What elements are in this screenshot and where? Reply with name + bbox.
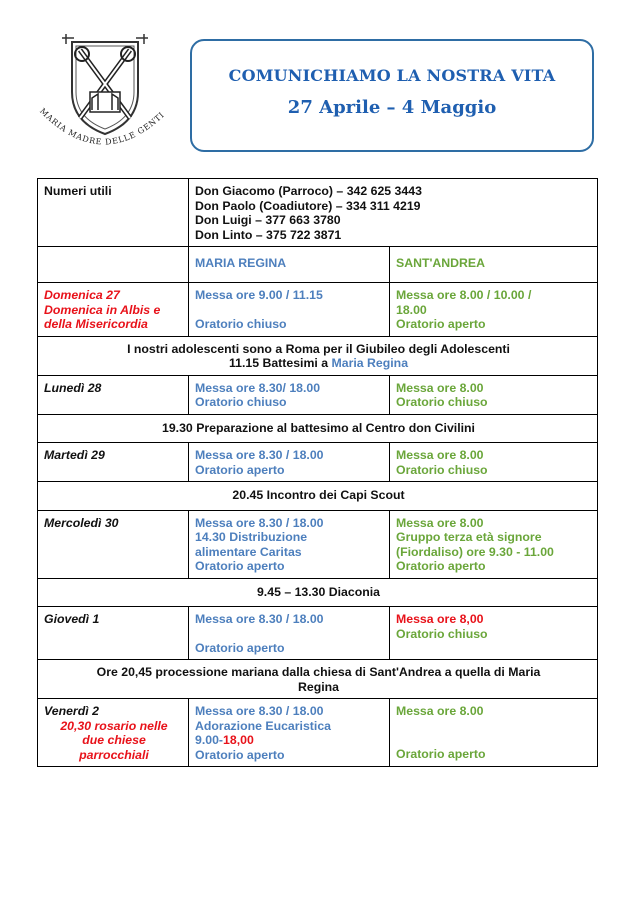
maria-regina-cell xyxy=(189,699,390,767)
sant-andrea-cell xyxy=(390,510,598,578)
contacts-label: Numeri utili xyxy=(38,179,189,247)
mass-times: Messa ore 8.30 / 18.00 xyxy=(195,704,324,718)
note-row xyxy=(38,336,598,375)
oratory-status: Oratorio chiuso xyxy=(396,462,488,477)
event-text: Adorazione Eucaristica xyxy=(195,718,331,733)
mass-times: 18.00 xyxy=(396,302,427,317)
contact-line: Don Linto – 375 722 3871 xyxy=(195,227,342,242)
day-row-thursday xyxy=(38,607,598,660)
event-text: alimentare Caritas xyxy=(195,544,302,559)
mass-times: Messa ore 8.30 / 18.00 xyxy=(195,448,324,462)
parish-logo xyxy=(30,30,180,155)
mass-times: Messa ore 8.30 / 18.00 xyxy=(195,612,324,626)
day-row-monday xyxy=(38,375,598,414)
day-row-tuesday xyxy=(38,443,598,482)
contact-line: Don Giacomo (Parroco) – 342 625 3443 xyxy=(195,184,422,198)
day-label xyxy=(38,699,189,767)
oratory-status: Oratorio aperto xyxy=(396,317,486,331)
header-maria-regina: MARIA REGINA xyxy=(189,247,390,283)
contact-line: Don Paolo (Coadiutore) – 334 311 4219 xyxy=(195,198,421,213)
sant-andrea-cell xyxy=(390,283,598,337)
day-row-friday xyxy=(38,699,598,767)
note-cell xyxy=(38,660,598,699)
bulletin-title: COMUNICHIAMO LA NOSTRA VITA xyxy=(228,66,556,85)
note-text: Ore 20,45 processione mariana dalla chiesa di Sant'Andrea a quella di Maria xyxy=(96,665,541,679)
bulletin-dates: 27 Aprile – 4 Maggio xyxy=(287,97,497,118)
oratory-status: Oratorio aperto xyxy=(396,746,486,761)
maria-regina-cell xyxy=(189,510,390,578)
contacts-row xyxy=(38,179,598,247)
day-note: parrocchiali xyxy=(79,747,149,762)
day-note: Domenica in Albis e xyxy=(44,302,161,317)
event-text: (Fiordaliso) ore 9.30 - 11.00 xyxy=(396,544,554,559)
mass-times: Messa ore 9.00 / 11.15 xyxy=(195,288,323,302)
maria-regina-cell xyxy=(189,443,390,482)
day-label xyxy=(38,283,189,337)
maria-regina-cell xyxy=(189,375,390,414)
sant-andrea-cell xyxy=(390,443,598,482)
day-label: Lunedì 28 xyxy=(38,375,189,414)
day-row-wednesday xyxy=(38,510,598,578)
oratory-status: Oratorio aperto xyxy=(195,462,285,477)
note-parish: Maria Regina xyxy=(331,356,409,370)
oratory-status: Oratorio chiuso xyxy=(195,395,287,409)
oratory-status: Oratorio chiuso xyxy=(195,316,287,331)
day-label: Giovedì 1 xyxy=(38,607,189,660)
oratory-status: Oratorio aperto xyxy=(396,559,486,573)
mass-times: Messa ore 8.00 / 10.00 / xyxy=(396,288,532,302)
day-name: Domenica 27 xyxy=(44,288,120,302)
oratory-status: Oratorio chiuso xyxy=(396,626,488,641)
oratory-status: Oratorio aperto xyxy=(195,747,285,762)
column-header-row xyxy=(38,247,598,283)
header-sant-andrea: SANT'ANDREA xyxy=(390,247,598,283)
event-time: 18,00 xyxy=(223,733,254,747)
note-cell xyxy=(38,336,598,375)
mass-times: Messa ore 8.30/ 18.00 xyxy=(195,380,321,395)
mass-times: Messa ore 8.00 xyxy=(396,515,484,530)
day-note: della Misericordia xyxy=(44,317,148,331)
sant-andrea-cell xyxy=(390,607,598,660)
day-note: due chiese xyxy=(82,733,146,747)
mass-times: Messa ore 8.30 / 18.00 xyxy=(195,515,324,530)
maria-regina-cell xyxy=(189,607,390,660)
empty-header-cell xyxy=(38,247,189,283)
sant-andrea-cell xyxy=(390,375,598,414)
note-row xyxy=(38,660,598,699)
event-text: 14.30 Distribuzione xyxy=(195,530,308,544)
day-label: Mercoledì 30 xyxy=(38,510,189,578)
logo-caption: MARIA MADRE DELLE GENTI xyxy=(38,106,167,147)
title-box xyxy=(190,39,594,152)
note-row xyxy=(38,482,598,511)
day-note: 20,30 rosario nelle xyxy=(60,718,168,733)
event-text: Gruppo terza età signore xyxy=(396,530,542,544)
sant-andrea-cell xyxy=(390,699,598,767)
day-name: Venerdì 2 xyxy=(44,704,99,718)
note-text: 11.15 Battesimi a xyxy=(228,356,332,370)
day-row-sunday xyxy=(38,283,598,337)
contacts-list xyxy=(189,179,598,247)
note-text: Regina xyxy=(298,679,339,694)
mass-times: Messa ore 8.00 xyxy=(396,448,484,462)
mass-times: Messa ore 8,00 xyxy=(396,612,484,626)
note-row xyxy=(38,414,598,443)
maria-regina-cell xyxy=(189,283,390,337)
note-cell: 19.30 Preparazione al battesimo al Centro don Civilini xyxy=(38,414,598,443)
note-row xyxy=(38,578,598,607)
mass-times: Messa ore 8.00 xyxy=(396,380,484,395)
oratory-status: Oratorio aperto xyxy=(195,559,285,573)
oratory-status: Oratorio aperto xyxy=(195,640,285,655)
note-cell: 9.45 – 13.30 Diaconia xyxy=(38,578,598,607)
weekly-schedule-table xyxy=(37,178,598,767)
contact-line: Don Luigi – 377 663 3780 xyxy=(195,213,341,227)
note-cell: 20.45 Incontro dei Capi Scout xyxy=(38,482,598,511)
note-text: I nostri adolescenti sono a Roma per il Giubileo degli Adolescenti xyxy=(127,341,510,356)
mass-times: Messa ore 8.00 xyxy=(396,704,484,718)
day-label: Martedì 29 xyxy=(38,443,189,482)
event-text: 9.00- xyxy=(195,733,224,747)
oratory-status: Oratorio chiuso xyxy=(396,395,488,409)
